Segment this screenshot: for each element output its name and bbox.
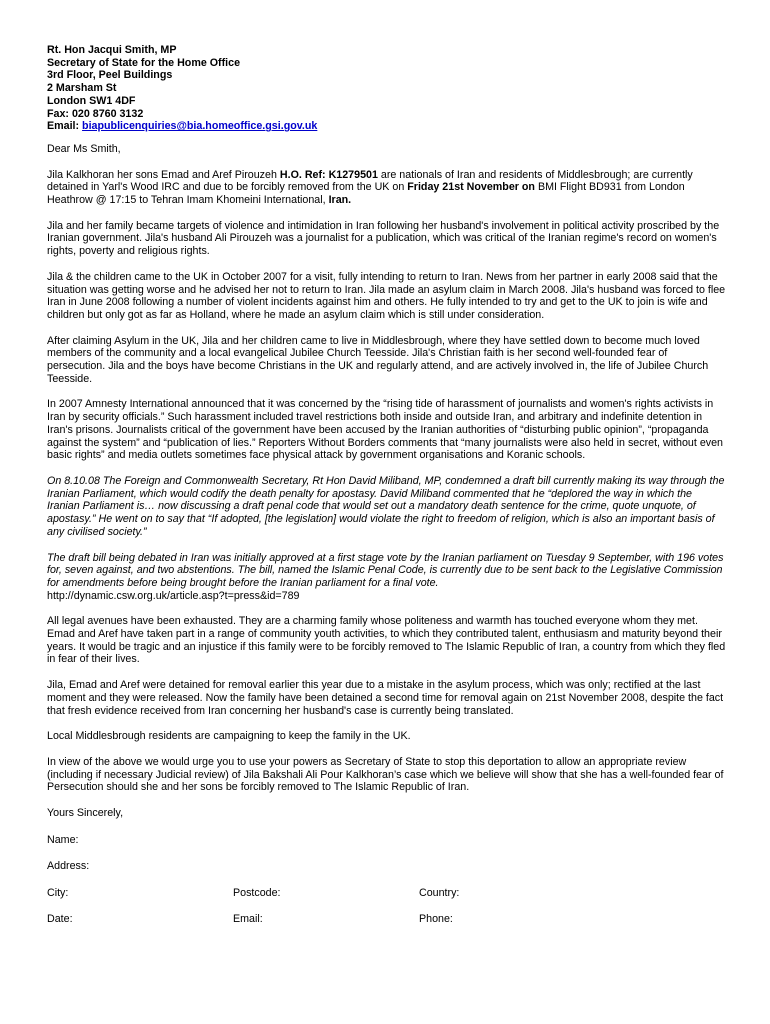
recipient-name: Rt. Hon Jacqui Smith, MP <box>47 44 177 56</box>
paragraph-3: Jila & the children came to the UK in October 2007 for a visit, fully intending to return to Iran. News from her partner in early 2008 said that the situation was getting worse and he advised her not to return to Iran. Jila made an asylum claim in March 2008. Jila's husband was forced to flee Iran in June 2008 following a number of violent incidents against him and others. He fully intended to try and get to the UK to join is wife and children but only got as far as Holland, where he made an asylum claim which is still under consideration. <box>47 270 726 321</box>
email-field-label: Email: <box>233 912 263 925</box>
destination: Iran. <box>328 194 352 207</box>
paragraph-9: Jila, Emad and Aref were detained for removal earlier this year due to a mistake in the asylum process, which was only; rectified at the last moment and they were released. Now the family have been detained a second time for removal again on 21st November 2008, despite the fact that fresh evidence received from Iran concerning her husband's case is currently being translated. <box>47 679 724 717</box>
city-row <box>47 887 727 900</box>
closing: Yours Sincerely, <box>47 807 124 820</box>
paragraph-6: On 8.10.08 The Foreign and Commonwealth Secretary, Rt Hon David Miliband, MP, condemned a draft bill currently making its way through the Iranian Parliament, which would codify the death penalty for apostasy. David Miliband commented that he “deplored the way in which the Iranian Parliament is… now discussing a draft penal code that would set out a mandatory death sentence for the crime, quote unquote, of apostasy.” He went on to say that “If adopted, [the legislation] would violate the right to freedom of religion, which is also an important basis of any civilised society.” <box>47 474 725 538</box>
email-line <box>47 120 727 133</box>
address-line-2: 2 Marsham St <box>47 82 117 95</box>
salutation: Dear Ms Smith, <box>47 142 121 155</box>
address-line-3: London SW1 4DF <box>47 94 136 107</box>
letter <box>47 44 727 939</box>
ho-reference: H.O. Ref: K1279501 <box>279 168 378 181</box>
paragraph-10: Local Middlesbrough residents are campaigning to keep the family in the UK. <box>47 730 411 743</box>
paragraph-1 <box>47 169 727 207</box>
name-field-label: Name: <box>47 833 79 846</box>
p7-text: The draft bill being debated in Iran was initially approved at a first stage vote by the Iranian parliament on Tuesday 9 September, with 196 votes for, seven against, and two abstentions. The bill, named the Islamic Penal Code, is currently due to be sent back to the Legislative Commission for amendments before being brought before the Iranian parliament for a final vote. <box>47 551 724 589</box>
city-field-label: City: <box>47 886 69 899</box>
postcode-field-label: Postcode: <box>233 886 281 899</box>
phone-field-label: Phone: <box>419 912 453 925</box>
email-label: Email: <box>47 120 83 133</box>
paragraph-7 <box>47 552 727 603</box>
email-link[interactable]: biapublicenquiries@bia.homeoffice.gsi.gov.uk <box>82 120 318 133</box>
p1-text-b: are nationals of Iran and residents of Middlesbrough; are currently detained in Yarl's Wood IRC and due to be forcibly removed from the UK on <box>47 168 693 194</box>
paragraph-8: All legal avenues have been exhausted. They are a charming family whose politeness and warmth has touched everyone whom they met. Emad and Aref have taken part in a range of community youth activities, to which they contributed talent, enthusiasm and maturity beyond their years. It would be tragic and an injustice if this family were to be forcibly removed to The Islamic Republic of Iran, a country from which they fled in fear of their lives. <box>47 615 726 666</box>
recipient-title: Secretary of State for the Home Office <box>47 56 241 69</box>
recipient-address <box>47 44 727 133</box>
country-field-label: Country: <box>419 886 460 899</box>
paragraph-11: In view of the above we would urge you to use your powers as Secretary of State to stop this deportation to allow an appropriate review (including if necessary Judicial review) of Jila Bakshali Ali Pour Kalkhoran’s case which we believe will show that she has a well-founded fear of Persecution should she and her sons be forcibly removed to The Islamic Republic of Iran. <box>47 755 724 794</box>
date-field-label: Date: <box>47 912 73 925</box>
p1-text-c: BMI Flight BD931 from London Heathrow @ 17:15 to Tehran Imam Khomeini International, <box>47 181 685 207</box>
source-url: http://dynamic.csw.org.uk/article.asp?t=press&id=789 <box>47 589 300 602</box>
removal-date: Friday 21st November on <box>407 181 535 194</box>
paragraph-4: After claiming Asylum in the UK, Jila and her children came to live in Middlesbrough, where they have settled down to become much loved members of the community and a local evangelical Jubilee Church Teesside. Jila's Christian faith is her second well-founded fear of persecution. Jila and the boys have become Christians in the UK and regularly attend, and are actively involved in, the life of Jubilee Church Teesside. <box>47 334 709 385</box>
p1-text-a: Jila Kalkhoran her sons Emad and Aref Pirouzeh <box>47 168 280 181</box>
address-line-1: 3rd Floor, Peel Buildings <box>47 69 173 82</box>
paragraph-2: Jila and her family became targets of violence and intimidation in Iran following her husband's involvement in political activity proscribed by the Iranian government. Jila's husband Ali Pirouzeh was a journalist for a publication, which was critical of the Iranian regime's record on women's rights, poverty and religious rights. <box>47 219 720 258</box>
date-row <box>47 913 727 926</box>
address-field-label: Address: <box>47 860 90 873</box>
paragraph-5: In 2007 Amnesty International announced that it was concerned by the “rising tide of harassment of journalists and women's rights activists in Iran by security officials.” Such harassment included travel restrictions both inside and outside Iran, and arbitrary and indefinite detention in Iran's prisons. Journalists critical of the government have been accused by the Iranian authorities of “disturbing public opinion”, “propaganda against the system” and “publication of lies.” Reporters Without Borders comments that “many journalists were also held in secret, without even basic rights” and media outlets sometimes face physical attack by government organisations and Koranic schools. <box>47 398 723 462</box>
fax-number: Fax: 020 8760 3132 <box>47 107 144 120</box>
